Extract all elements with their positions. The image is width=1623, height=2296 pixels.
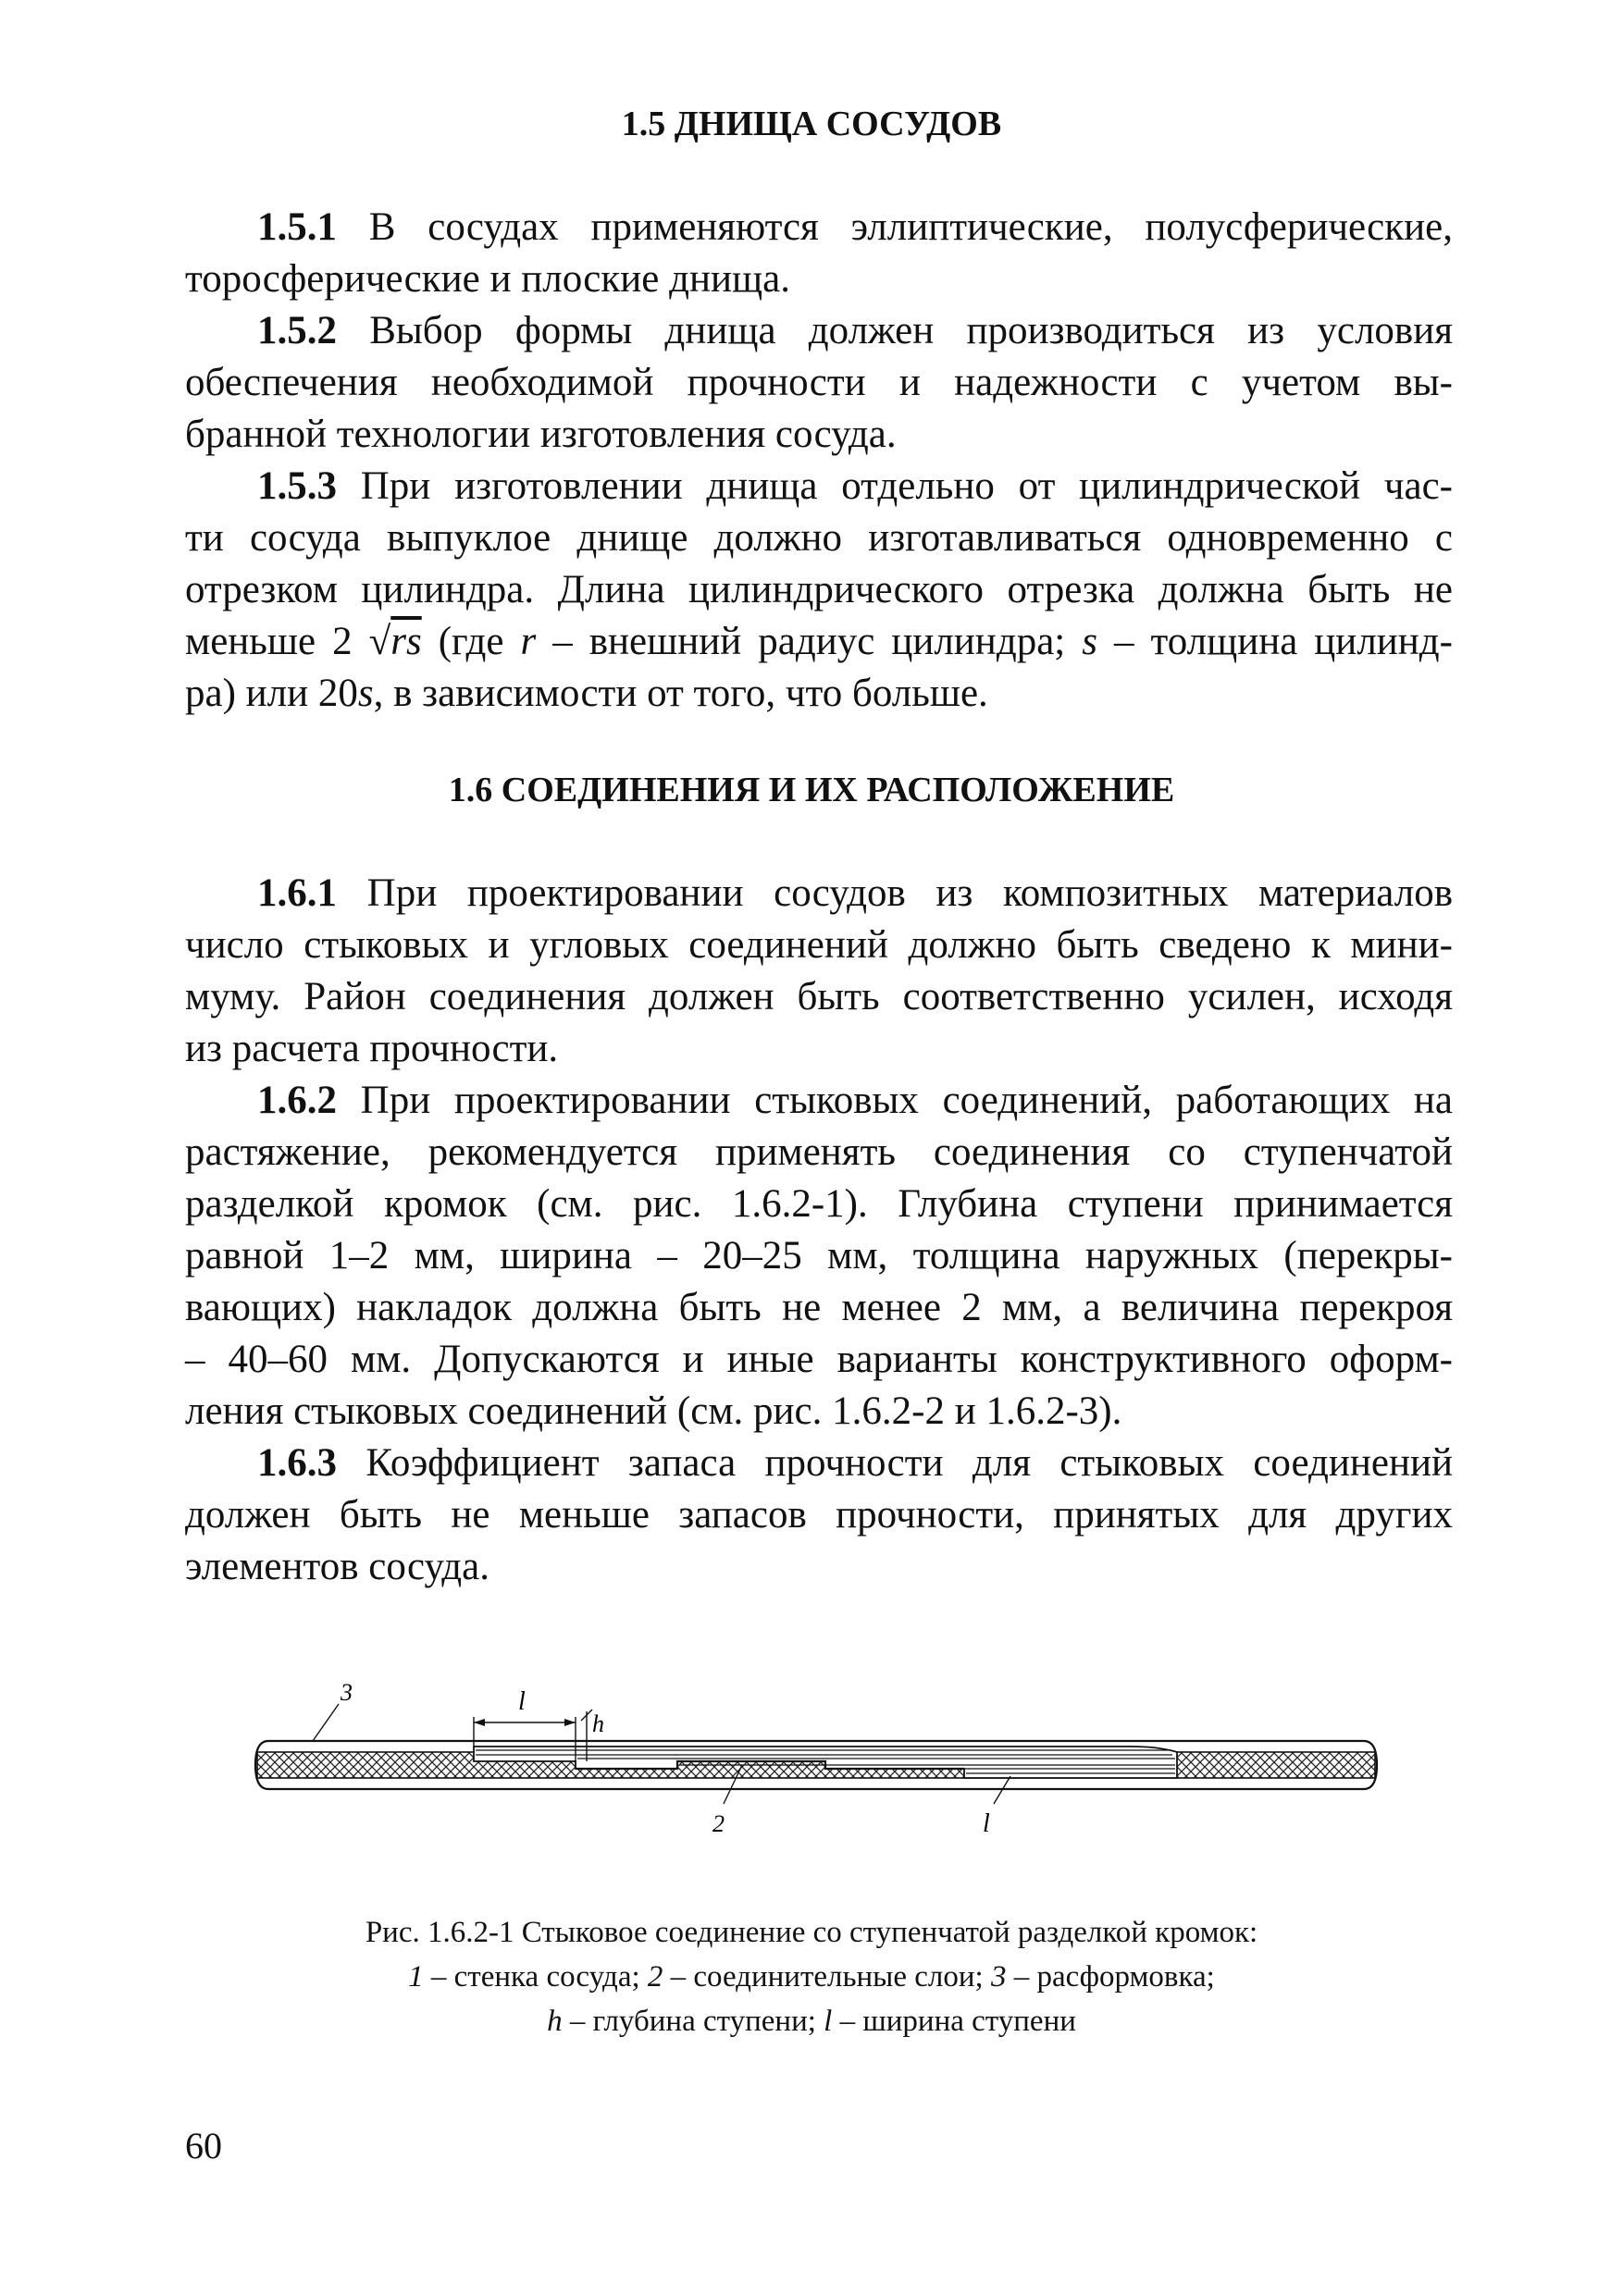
leader-line-3 — [313, 1704, 339, 1741]
var-s: s — [1082, 620, 1097, 663]
paragraph-text: обеспечения необходимой прочности и надежности с учетом вы- — [185, 361, 1453, 404]
sqrt-sign: √ — [368, 620, 391, 663]
paragraph-number: 1.6.2 — [257, 1079, 337, 1122]
paragraph-1-6-2 — [185, 1075, 1453, 1438]
var-s: s — [357, 672, 374, 715]
paragraph-text: из расчета прочности. — [185, 1027, 559, 1070]
paragraph-text-formula: ра) или 20s, в зависимости от того, что больше. — [185, 672, 988, 715]
section-heading-1-6: 1.6 СОЕДИНЕНИЯ И ИХ РАСПОЛОЖЕНИЕ — [448, 771, 1175, 809]
paragraph-text: Выбор формы днища должен производиться из условия — [337, 309, 1453, 352]
paragraph-number: 1.6.3 — [257, 1441, 337, 1485]
paragraph-1-5-3 — [185, 461, 1453, 720]
paragraph-text: ления стыковых соединений (см. рис. 1.6.2-2 и 1.6.2-3). — [185, 1389, 1122, 1433]
paragraph-text: – 40–60 мм. Допускаются и иные варианты конструктивного оформ- — [185, 1338, 1453, 1381]
paragraph-number: 1.5.2 — [257, 309, 337, 352]
butt-joint-figure — [242, 1665, 1390, 1859]
paragraph-text: торосферические и плоские днища. — [185, 257, 790, 301]
paragraph-text: число стыковых и угловых соединений должно быть сведено к мини- — [185, 923, 1453, 967]
paragraph-text: При изготовлении днища отдельно от цилиндрической час- — [337, 464, 1453, 508]
paragraph-number: 1.5.1 — [257, 205, 337, 249]
paragraph-text: ти сосуда выпуклое днище должно изготавливаться одновременно с — [185, 516, 1453, 560]
paragraph-text: растяжение, рекомендуется применять соединения со ступенчатой — [185, 1130, 1453, 1174]
label-3: 3 — [341, 1679, 353, 1706]
paragraph-text: При проектировании стыковых соединений, работающих на — [337, 1079, 1453, 1122]
paragraph-number: 1.5.3 — [257, 464, 337, 508]
paragraph-text: В сосудах применяются эллиптические, полусферические, — [337, 205, 1453, 249]
paragraph-text: отрезком цилиндра. Длина цилиндрического отрезка должна быть не — [185, 568, 1453, 611]
figure-caption-legend: h – глубина ступени; l – ширина ступени — [547, 2005, 1076, 2038]
paragraph-text: равной 1–2 мм, ширина – 20–25 мм, толщина наружных (перекры- — [185, 1234, 1453, 1278]
paragraph-1-5-1 — [185, 202, 1453, 305]
figure-caption-legend: 1 – стенка сосуда; 2 – соединительные слои; 3 – расформовка; — [408, 1960, 1215, 1994]
paragraph-text: элементов сосуда. — [185, 1545, 489, 1588]
var-r: r — [520, 620, 537, 663]
page-number: 60 — [185, 2125, 222, 2166]
label-1: l — [983, 1809, 990, 1838]
paragraph-text: разделкой кромок (см. рис. 1.6.2-1). Глубина ступени принимается — [185, 1182, 1453, 1226]
label-h: h — [592, 1710, 604, 1737]
section-heading-1-5: 1.5 ДНИЩА СОСУДОВ — [621, 105, 1002, 143]
figure-caption-title: Рис. 1.6.2-1 Стыковое соединение со ступенчатой разделкой кромок: — [365, 1916, 1258, 1949]
paragraph-text: должен быть не меньше запасов прочности, принятых для других — [185, 1493, 1453, 1537]
paragraph-text: бранной технологии изготовления сосуда. — [185, 413, 897, 456]
label-2: 2 — [712, 1810, 725, 1837]
paragraph-text: вающих) накладок должна быть не менее 2 мм, а величина перекроя — [185, 1286, 1453, 1329]
label-l-top: l — [518, 1687, 526, 1716]
sqrt-argument: rs — [390, 620, 422, 663]
paragraph-1-5-2 — [185, 305, 1453, 461]
paragraph-text: При проектировании сосудов из композитных материалов — [337, 871, 1453, 915]
paragraph-text: Коэффициент запаса прочности для стыковых соединений — [337, 1441, 1453, 1485]
paragraph-1-6-3 — [185, 1438, 1453, 1593]
paragraph-text-formula: меньше 2 √rs (где r – внешний радиус цилиндра; s – толщина цилинд- — [185, 620, 1453, 663]
paragraph-1-6-1 — [185, 868, 1453, 1075]
paragraph-text: муму. Район соединения должен быть соответственно усилен, исходя — [185, 975, 1453, 1018]
paragraph-number: 1.6.1 — [257, 871, 337, 915]
